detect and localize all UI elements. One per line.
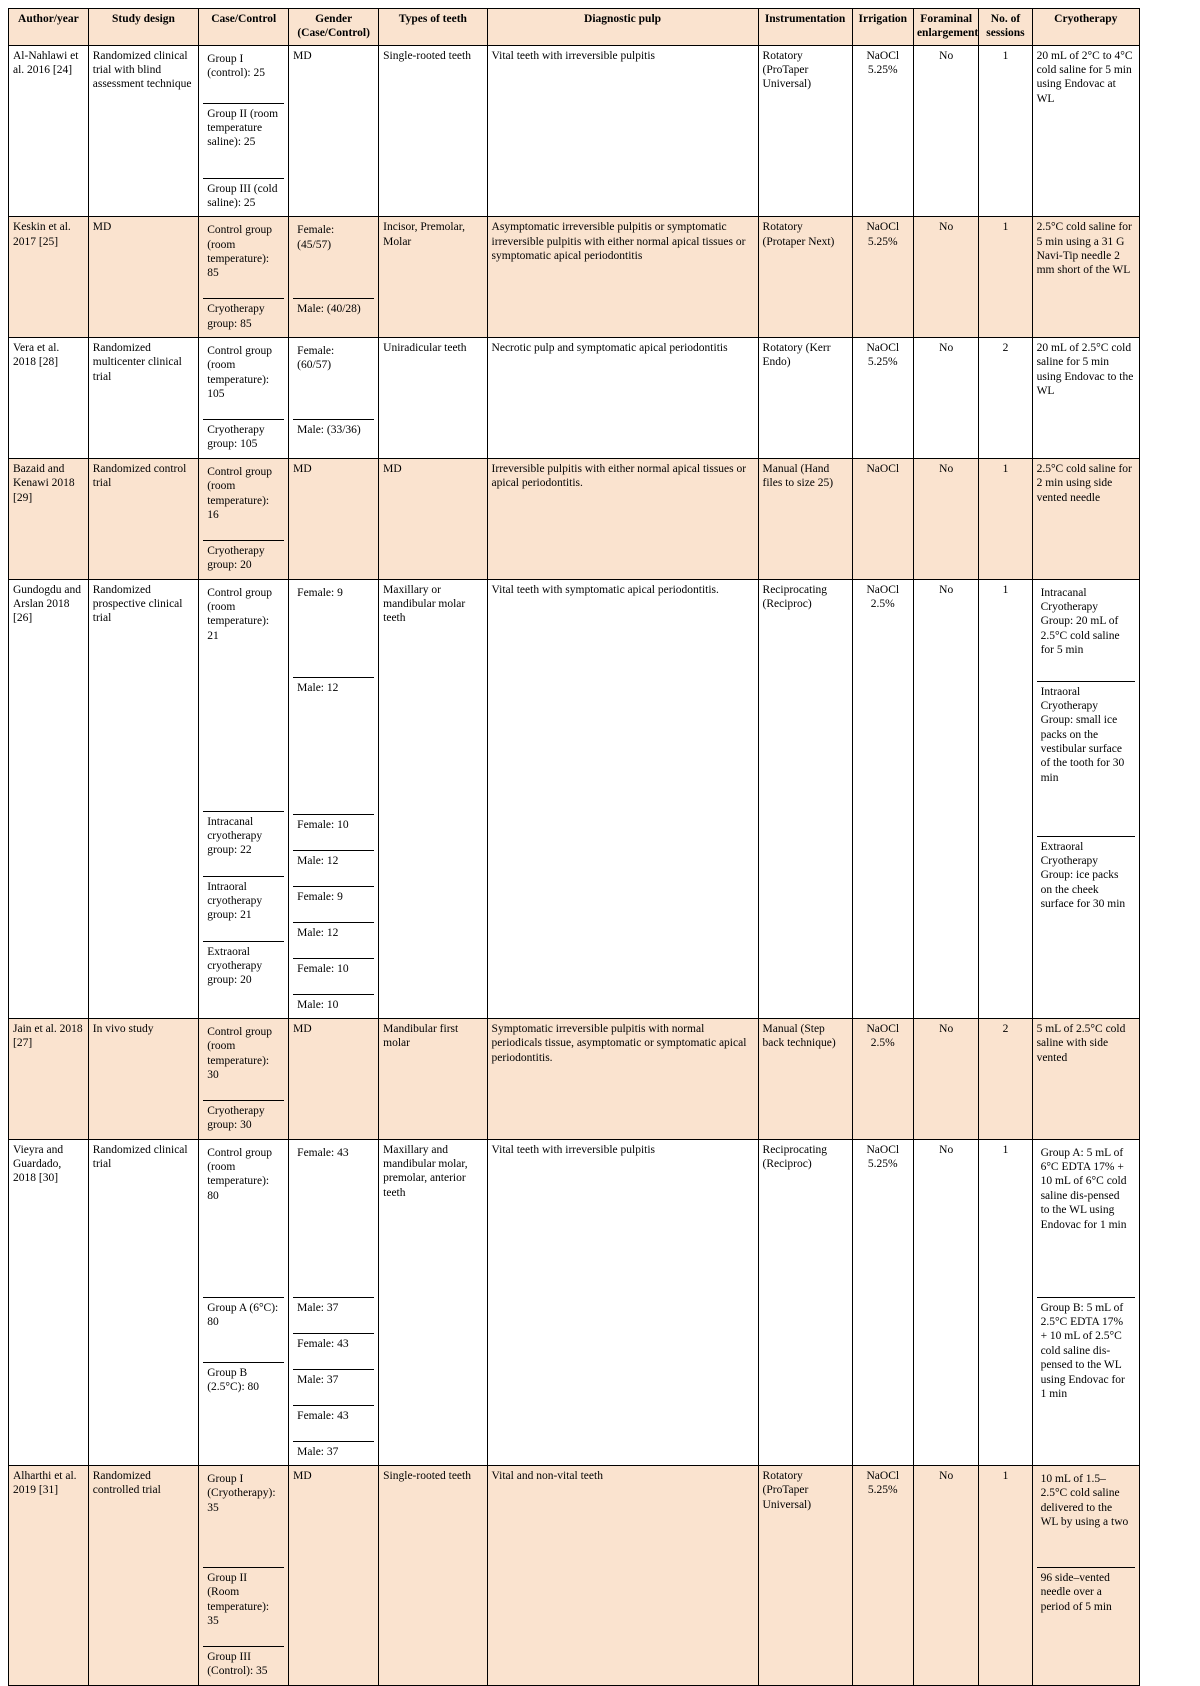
cell-irrigation: NaOCl 5.25% [852, 217, 913, 338]
subcell-case-control: Control group (room temperature): 16 [203, 462, 284, 541]
subcell-gender: Female: (60/57) [293, 341, 374, 420]
cell-study-design: Randomized prospective clinical trial [88, 579, 198, 1018]
cell-study-design: Randomized clinical trial [88, 1139, 198, 1465]
cell-case-control [199, 45, 289, 217]
cell-gender [289, 579, 379, 1018]
subcell-gender: Female: 10 [293, 814, 374, 850]
cell-gender: MD [289, 45, 379, 217]
cell-author: Vera et al. 2018 [28] [9, 338, 89, 459]
cell-case-control [199, 579, 289, 1018]
cell-no-of-sessions: 1 [979, 217, 1032, 338]
cell-types-of-teeth: Uniradicular teeth [379, 338, 487, 459]
cell-instrumentation: Rotatory (ProTaper Universal) [758, 1466, 852, 1686]
subcell-case-control: Intraoral cryotherapy group: 21 [203, 876, 284, 941]
subcell-gender: Male: 10 [293, 994, 374, 1015]
table-row [9, 579, 1140, 1018]
cell-no-of-sessions: 1 [979, 1139, 1032, 1465]
cell-author: Gundogdu and Arslan 2018 [26] [9, 579, 89, 1018]
cell-study-design: Randomized controlled trial [88, 1466, 198, 1686]
cell-foraminal-enlargement: No [913, 217, 978, 338]
cell-instrumentation: Manual (Hand files to size 25) [758, 458, 852, 579]
subcell-case-control: Group II (room temperature saline): 25 [203, 103, 284, 178]
cell-case-control [199, 1466, 289, 1686]
cell-author: Keskin et al. 2017 [25] [9, 217, 89, 338]
subcell-case-control: Control group (room temperature): 105 [203, 341, 284, 420]
cell-types-of-teeth: Single-rooted teeth [379, 45, 487, 217]
subcell-case-control: Group I (Cryotherapy): 35 [203, 1469, 284, 1568]
cell-diagnostic-pulp: Vital teeth with irreversible pulpitis [487, 1139, 758, 1465]
cell-author: Vieyra and Guardado, 2018 [30] [9, 1139, 89, 1465]
studies-table [8, 8, 1140, 1686]
column-header-irrigation: Irrigation [852, 9, 913, 46]
subcell-case-control: Extraoral cryotherapy group: 20 [203, 941, 284, 991]
subcell-gender: Male: (40/28) [293, 299, 374, 320]
column-header-study-design: Study design [88, 9, 198, 46]
cell-irrigation: NaOCl 2.5% [852, 579, 913, 1018]
cell-types-of-teeth: MD [379, 458, 487, 579]
cell-case-control [199, 338, 289, 459]
subcell-cryotherapy: Group A: 5 mL of 6°C EDTA 17% + 10 mL of 6°C cold saline dis-pensed to the WL using Endovac for 1 min [1037, 1143, 1135, 1298]
cell-author: Al-Nahlawi et al. 2016 [24] [9, 45, 89, 217]
subcell-case-control: Group III (cold saline): 25 [203, 178, 284, 213]
table-row [9, 1139, 1140, 1465]
cell-irrigation: NaOCl 5.25% [852, 338, 913, 459]
column-header-types-of-teeth: Types of teeth [379, 9, 487, 46]
subcell-case-control: Group II (Room temperature): 35 [203, 1568, 284, 1647]
subcell-cryotherapy: Group B: 5 mL of 2.5°C EDTA 17% + 10 mL of 2.5°C cold saline dis-pensed to the WL using Endovac for 1 min [1037, 1297, 1135, 1404]
cell-diagnostic-pulp: Vital teeth with symptomatic apical periodontitis. [487, 579, 758, 1018]
subcell-cryotherapy: Extraoral Cryotherapy Group: ice packs on the cheek surface for 30 min [1037, 836, 1135, 914]
column-header-diagnostic-pulp: Diagnostic pulp [487, 9, 758, 46]
subcell-gender: Female: 9 [293, 583, 374, 678]
table-row [9, 338, 1140, 459]
column-header-instrumentation: Instrumentation [758, 9, 852, 46]
cell-irrigation: NaOCl 5.25% [852, 1466, 913, 1686]
subcell-cryotherapy: 10 mL of 1.5–2.5°C cold saline delivered to the WL by using a two [1037, 1469, 1135, 1568]
table-row [9, 217, 1140, 338]
cell-foraminal-enlargement: No [913, 338, 978, 459]
cell-diagnostic-pulp: Symptomatic irreversible pulpitis with normal periodicals tissue, asymptomatic or symptomatic apical periodontitis. [487, 1018, 758, 1139]
subcell-gender: Male: 12 [293, 850, 374, 886]
table-row [9, 458, 1140, 579]
cell-diagnostic-pulp: Vital teeth with irreversible pulpitis [487, 45, 758, 217]
subcell-case-control: Group B (2.5°C): 80 [203, 1362, 284, 1397]
cell-irrigation: NaOCl 5.25% [852, 1139, 913, 1465]
cell-instrumentation: Rotatory (Kerr Endo) [758, 338, 852, 459]
cell-foraminal-enlargement: No [913, 458, 978, 579]
subcell-case-control: Cryotherapy group: 20 [203, 540, 284, 575]
cell-foraminal-enlargement: No [913, 1466, 978, 1686]
cell-gender: MD [289, 1466, 379, 1686]
column-header-no-of-sessions: No. of sessions [979, 9, 1032, 46]
cell-instrumentation: Reciprocating (Reciproc) [758, 1139, 852, 1465]
subcell-cryotherapy: 96 side–vented needle over a period of 5 min [1037, 1568, 1135, 1618]
subcell-case-control: Intracanal cryotherapy group: 22 [203, 811, 284, 876]
subcell-gender: Female: 43 [293, 1143, 374, 1298]
cell-no-of-sessions: 1 [979, 1466, 1032, 1686]
subcell-case-control: Cryotherapy group: 105 [203, 420, 284, 455]
cell-cryotherapy: 20 mL of 2.5°C cold saline for 5 min using Endovac to the WL [1032, 338, 1139, 459]
subcell-case-control: Group I (control): 25 [203, 49, 284, 104]
cell-case-control [199, 217, 289, 338]
cell-author: Jain et al. 2018 [27] [9, 1018, 89, 1139]
subcell-case-control: Group A (6°C): 80 [203, 1297, 284, 1362]
table-row [9, 1466, 1140, 1686]
cell-types-of-teeth: Maxillary and mandibular molar, premolar, anterior teeth [379, 1139, 487, 1465]
cell-types-of-teeth: Incisor, Premolar, Molar [379, 217, 487, 338]
cell-case-control [199, 1018, 289, 1139]
cell-foraminal-enlargement: No [913, 579, 978, 1018]
table-header-row [9, 9, 1140, 46]
subcell-case-control: Group III (Control): 35 [203, 1647, 284, 1682]
cell-foraminal-enlargement: No [913, 45, 978, 217]
cell-irrigation: NaOCl [852, 458, 913, 579]
cell-diagnostic-pulp: Irreversible pulpitis with either normal apical tissues or apical periodontitis. [487, 458, 758, 579]
cell-case-control [199, 1139, 289, 1465]
cell-diagnostic-pulp: Asymptomatic irreversible pulpitis or symptomatic irreversible pulpitis with either normal apical tissues or symptomatic apical periodontitis [487, 217, 758, 338]
cell-diagnostic-pulp: Vital and non-vital teeth [487, 1466, 758, 1686]
cell-diagnostic-pulp: Necrotic pulp and symptomatic apical periodontitis [487, 338, 758, 459]
column-header-foraminal-enlargement: Foraminal enlargement [913, 9, 978, 46]
column-header-cryotherapy: Cryotherapy [1032, 9, 1139, 46]
subcell-gender: Male: 12 [293, 677, 374, 814]
cell-gender: MD [289, 1018, 379, 1139]
table-row [9, 1018, 1140, 1139]
cell-study-design: Randomized multicenter clinical trial [88, 338, 198, 459]
cell-irrigation: NaOCl 5.25% [852, 45, 913, 217]
subcell-gender: Male: 12 [293, 922, 374, 958]
cell-irrigation: NaOCl 2.5% [852, 1018, 913, 1139]
column-header-case-control: Case/Control [199, 9, 289, 46]
cell-cryotherapy: 20 mL of 2°C to 4°C cold saline for 5 min using Endovac at WL [1032, 45, 1139, 217]
subcell-case-control: Cryotherapy group: 30 [203, 1100, 284, 1135]
cell-cryotherapy: 2.5°C cold saline for 5 min using a 31 G Navi-Tip needle 2 mm short of the WL [1032, 217, 1139, 338]
cell-no-of-sessions: 1 [979, 458, 1032, 579]
cell-author: Alharthi et al. 2019 [31] [9, 1466, 89, 1686]
cell-cryotherapy [1032, 1466, 1139, 1686]
subcell-gender: Female: (45/57) [293, 220, 374, 299]
cell-study-design: In vivo study [88, 1018, 198, 1139]
cell-instrumentation: Rotatory (ProTaper Universal) [758, 45, 852, 217]
cell-instrumentation: Manual (Step back technique) [758, 1018, 852, 1139]
subcell-case-control: Control group (room temperature): 80 [203, 1143, 284, 1298]
subcell-gender: Male: (33/36) [293, 420, 374, 441]
cell-instrumentation: Rotatory (Protaper Next) [758, 217, 852, 338]
cell-study-design: Randomized control trial [88, 458, 198, 579]
cell-cryotherapy [1032, 1139, 1139, 1465]
subcell-cryotherapy: Intraoral Cryotherapy Group: small ice packs on the vestibular surface of the tooth for 30 min [1037, 681, 1135, 836]
subcell-gender: Male: 37 [293, 1297, 374, 1333]
cell-foraminal-enlargement: No [913, 1139, 978, 1465]
cell-gender [289, 1139, 379, 1465]
cell-study-design: Randomized clinical trial with blind assessment technique [88, 45, 198, 217]
subcell-case-control: Control group (room temperature): 30 [203, 1022, 284, 1101]
cell-gender [289, 217, 379, 338]
subcell-case-control: Control group (room temperature): 21 [203, 583, 284, 812]
cell-no-of-sessions: 2 [979, 1018, 1032, 1139]
subcell-case-control: Cryotherapy group: 85 [203, 299, 284, 334]
subcell-gender: Female: 9 [293, 886, 374, 922]
cell-study-design: MD [88, 217, 198, 338]
cell-types-of-teeth: Single-rooted teeth [379, 1466, 487, 1686]
cell-gender [289, 338, 379, 459]
subcell-case-control: Control group (room temperature): 85 [203, 220, 284, 299]
cell-case-control [199, 458, 289, 579]
cell-author: Bazaid and Kenawi 2018 [29] [9, 458, 89, 579]
cell-cryotherapy: 5 mL of 2.5°C cold saline with side vented [1032, 1018, 1139, 1139]
cell-types-of-teeth: Mandibular first molar [379, 1018, 487, 1139]
column-header-gender: Gender (Case/Control) [289, 9, 379, 46]
cell-cryotherapy [1032, 579, 1139, 1018]
cell-cryotherapy: 2.5°C cold saline for 2 min using side vented needle [1032, 458, 1139, 579]
cell-types-of-teeth: Maxillary or mandibular molar teeth [379, 579, 487, 1018]
subcell-gender: Male: 37 [293, 1369, 374, 1405]
column-header-author: Author/year [9, 9, 89, 46]
cell-foraminal-enlargement: No [913, 1018, 978, 1139]
table-row [9, 45, 1140, 217]
cell-no-of-sessions: 2 [979, 338, 1032, 459]
subcell-gender: Male: 37 [293, 1441, 374, 1462]
subcell-gender: Female: 43 [293, 1333, 374, 1369]
cell-gender: MD [289, 458, 379, 579]
subcell-gender: Female: 10 [293, 958, 374, 994]
cell-no-of-sessions: 1 [979, 579, 1032, 1018]
cell-instrumentation: Reciprocating (Reciproc) [758, 579, 852, 1018]
subcell-cryotherapy: Intracanal Cryotherapy Group: 20 mL of 2.5°C cold saline for 5 min [1037, 583, 1135, 682]
cell-no-of-sessions: 1 [979, 45, 1032, 217]
subcell-gender: Female: 43 [293, 1405, 374, 1441]
